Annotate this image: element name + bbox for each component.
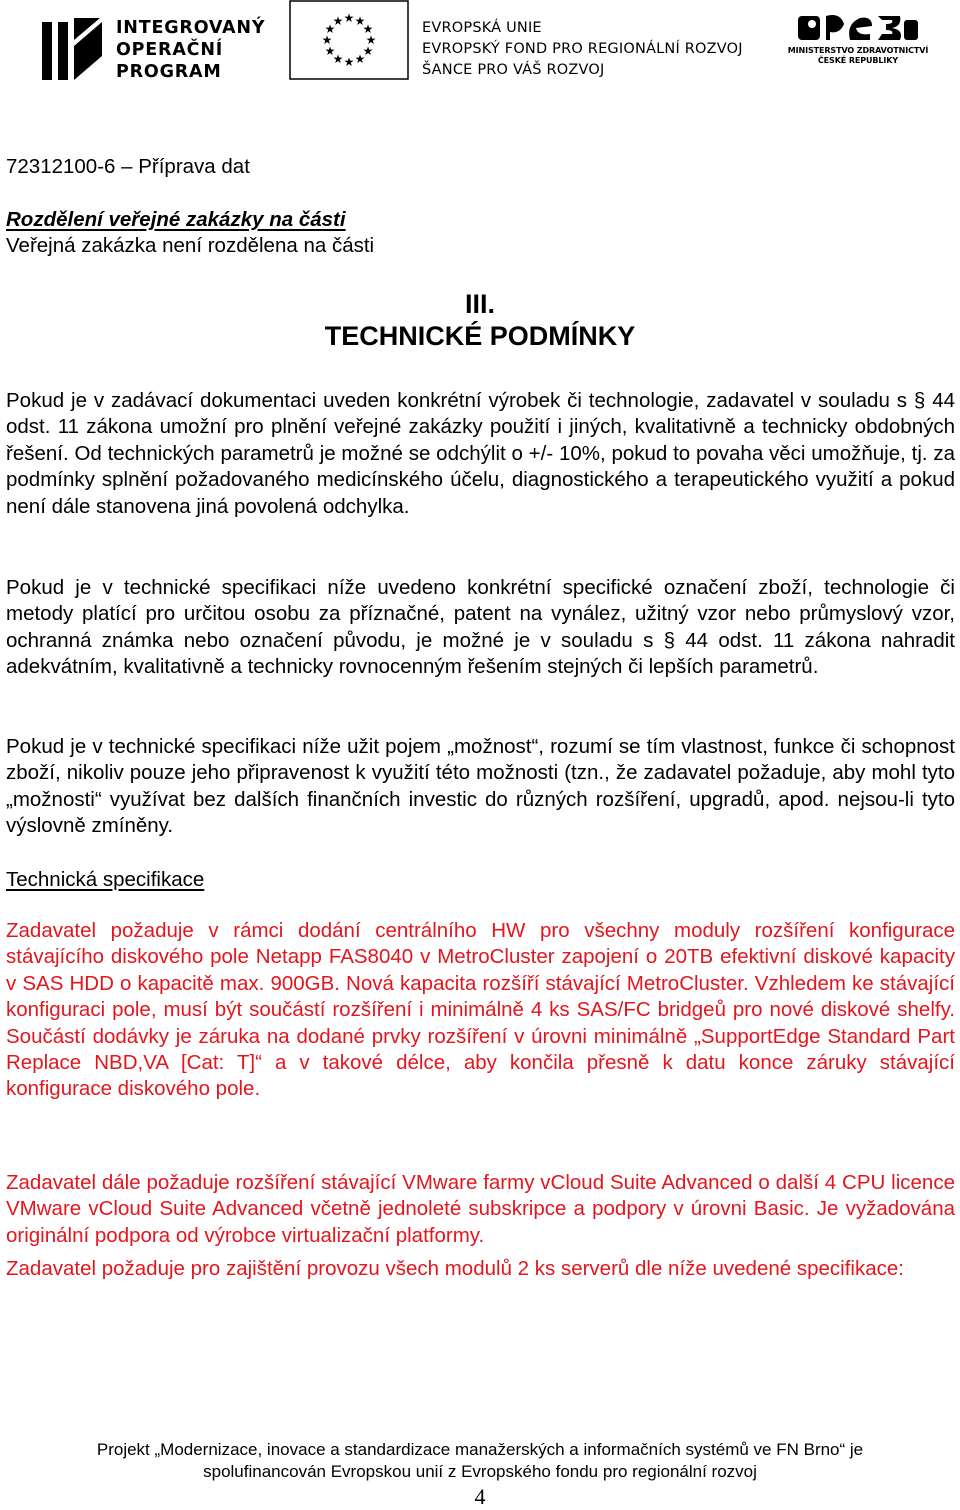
eu-line-1: EVROPSKÁ UNIE: [422, 20, 542, 36]
footer-line-1: Projekt „Modernizace, inovace a standardizace manažerských a informačních systémů ve FN Brno“ je: [96, 1440, 864, 1459]
ministry-logo-text: [786, 46, 930, 66]
svg-text:★: ★: [332, 14, 344, 28]
eu-line-3: ŠANCE PRO VÁŠ ROZVOJ: [422, 62, 605, 78]
section-number: III.: [464, 289, 495, 319]
svg-text:★: ★: [343, 11, 355, 25]
iop-line-1: INTEGROVANÝ: [116, 18, 266, 38]
division-text: Veřejná zakázka není rozdělena na části: [6, 234, 375, 257]
ministry-logo-icon: [796, 10, 922, 46]
iop-line-2: OPERAČNÍ: [116, 40, 224, 60]
spec-servers: Zadavatel požaduje pro zajištění provozu všech modulů 2 ks serverů dle níže uvedené specifikace:: [6, 1257, 904, 1280]
iop-logo-text: [116, 17, 276, 83]
eu-line-2: EVROPSKÝ FOND PRO REGIONÁLNÍ ROZVOJ: [422, 41, 743, 57]
cpv-code: 72312100-6 – Příprava dat: [6, 155, 250, 178]
footer-line-2: spolufinancován Evropskou unií z Evropského fondu pro regionální rozvoj: [203, 1462, 757, 1481]
svg-text:★: ★: [365, 33, 377, 47]
paragraph-variance: Pokud je v zadávací dokumentaci uveden konkrétní výrobek či technologie, zadavatel v souladu s § 44 odst. 11 zákona umožní pro plnění veřejné zakázky použití i jiných, kvalitativně a technicky obdobných řešení. Od technických parametrů je možné se odchýlit o +/- 10%, pokud to povaha věci umožňuje, tj. za podmínky splnění požadovaného medicínského účelu, diagnostického a terapeutického využití a pokud není dále stanovena jiná povolená odchylka.: [6, 389, 955, 518]
svg-text:★: ★: [324, 22, 336, 36]
iop-line-3: PROGRAM: [116, 62, 222, 82]
svg-text:★: ★: [354, 14, 366, 28]
eu-flag-icon: [289, 0, 409, 80]
ministry-line-2: ČESKÉ REPUBLIKY: [817, 56, 899, 65]
paragraph-designation: Pokud je v technické specifikaci níže uvedeno konkrétní specifické označení zboží, technologie či metody platící pro určitou osobu za příznačné, patent na vynález, užitný vzor nebo průmyslový vzor, ochranná známka nebo označení původu, je možné je v souladu s § 44 odst. 11 zákona nahradit adekvátním, kvalitativně a technicky rovnocenným řešením stejných či lepších parametrů.: [6, 576, 955, 679]
spec-heading: Technická specifikace: [6, 868, 205, 891]
iop-logo-mark: [42, 18, 102, 80]
svg-text:★: ★: [324, 44, 336, 58]
svg-text:★: ★: [362, 22, 374, 36]
paragraph-possibility: Pokud je v technické specifikaci níže užit pojem „možnost“, rozumí se tím vlastnost, funkce či schopnost zboží, nikoliv pouze jeho připravenost k využití této možnosti (tzn., že zadavatel požaduje, aby mohl tyto „možnosti“ využívat bez dalších finančních investic do různých rozšíření, upgradů, apod. nejsou-li tyto výslovně zmíněny.: [6, 735, 955, 838]
svg-text:★: ★: [362, 44, 374, 58]
svg-text:★: ★: [321, 33, 333, 47]
svg-text:★: ★: [354, 52, 366, 66]
eu-logo-text: [422, 18, 782, 81]
division-heading: Rozdělení veřejné zakázky na části: [6, 208, 346, 231]
svg-text:★: ★: [332, 52, 344, 66]
ministry-line-1: MINISTERSTVO ZDRAVOTNICTVÍ: [787, 46, 929, 55]
page-number: 4: [474, 1484, 486, 1509]
spec-vmware: Zadavatel dále požaduje rozšíření stávající VMware farmy vCloud Suite Advanced o další 4 CPU licence VMware vCloud Suite Advanced včetně jednoleté subskripce a podpory v úrovni Basic. Je vyžadována originální podpora od výrobce virtualizační platformy.: [6, 1171, 955, 1247]
spec-storage: Zadavatel požaduje v rámci dodání centrálního HW pro všechny moduly rozšíření konfigurace stávajícího diskového pole Netapp FAS8040 v MetroCluster zapojení o 20TB efektivní diskové kapacity v SAS HDD o kapacitě max. 900GB. Nová kapacita rozšíří stávající MetroCluster. Vzhledem ke stávající konfiguraci pole, musí být součástí rozšíření i minimálně 4 ks SAS/FC bridgeů pro nové diskové shelfy. Součástí dodávky je záruka na dodané prvky rozšíření v úrovni minimálně „SupportEdge Standard Part Replace NBD,VA [Cat: T]“ a v takové délce, aby končila přesně k datu konce záruky stávající konfigurace diskového pole.: [6, 919, 955, 1101]
svg-text:★: ★: [343, 55, 355, 69]
section-title: TECHNICKÉ PODMÍNKY: [324, 321, 636, 351]
